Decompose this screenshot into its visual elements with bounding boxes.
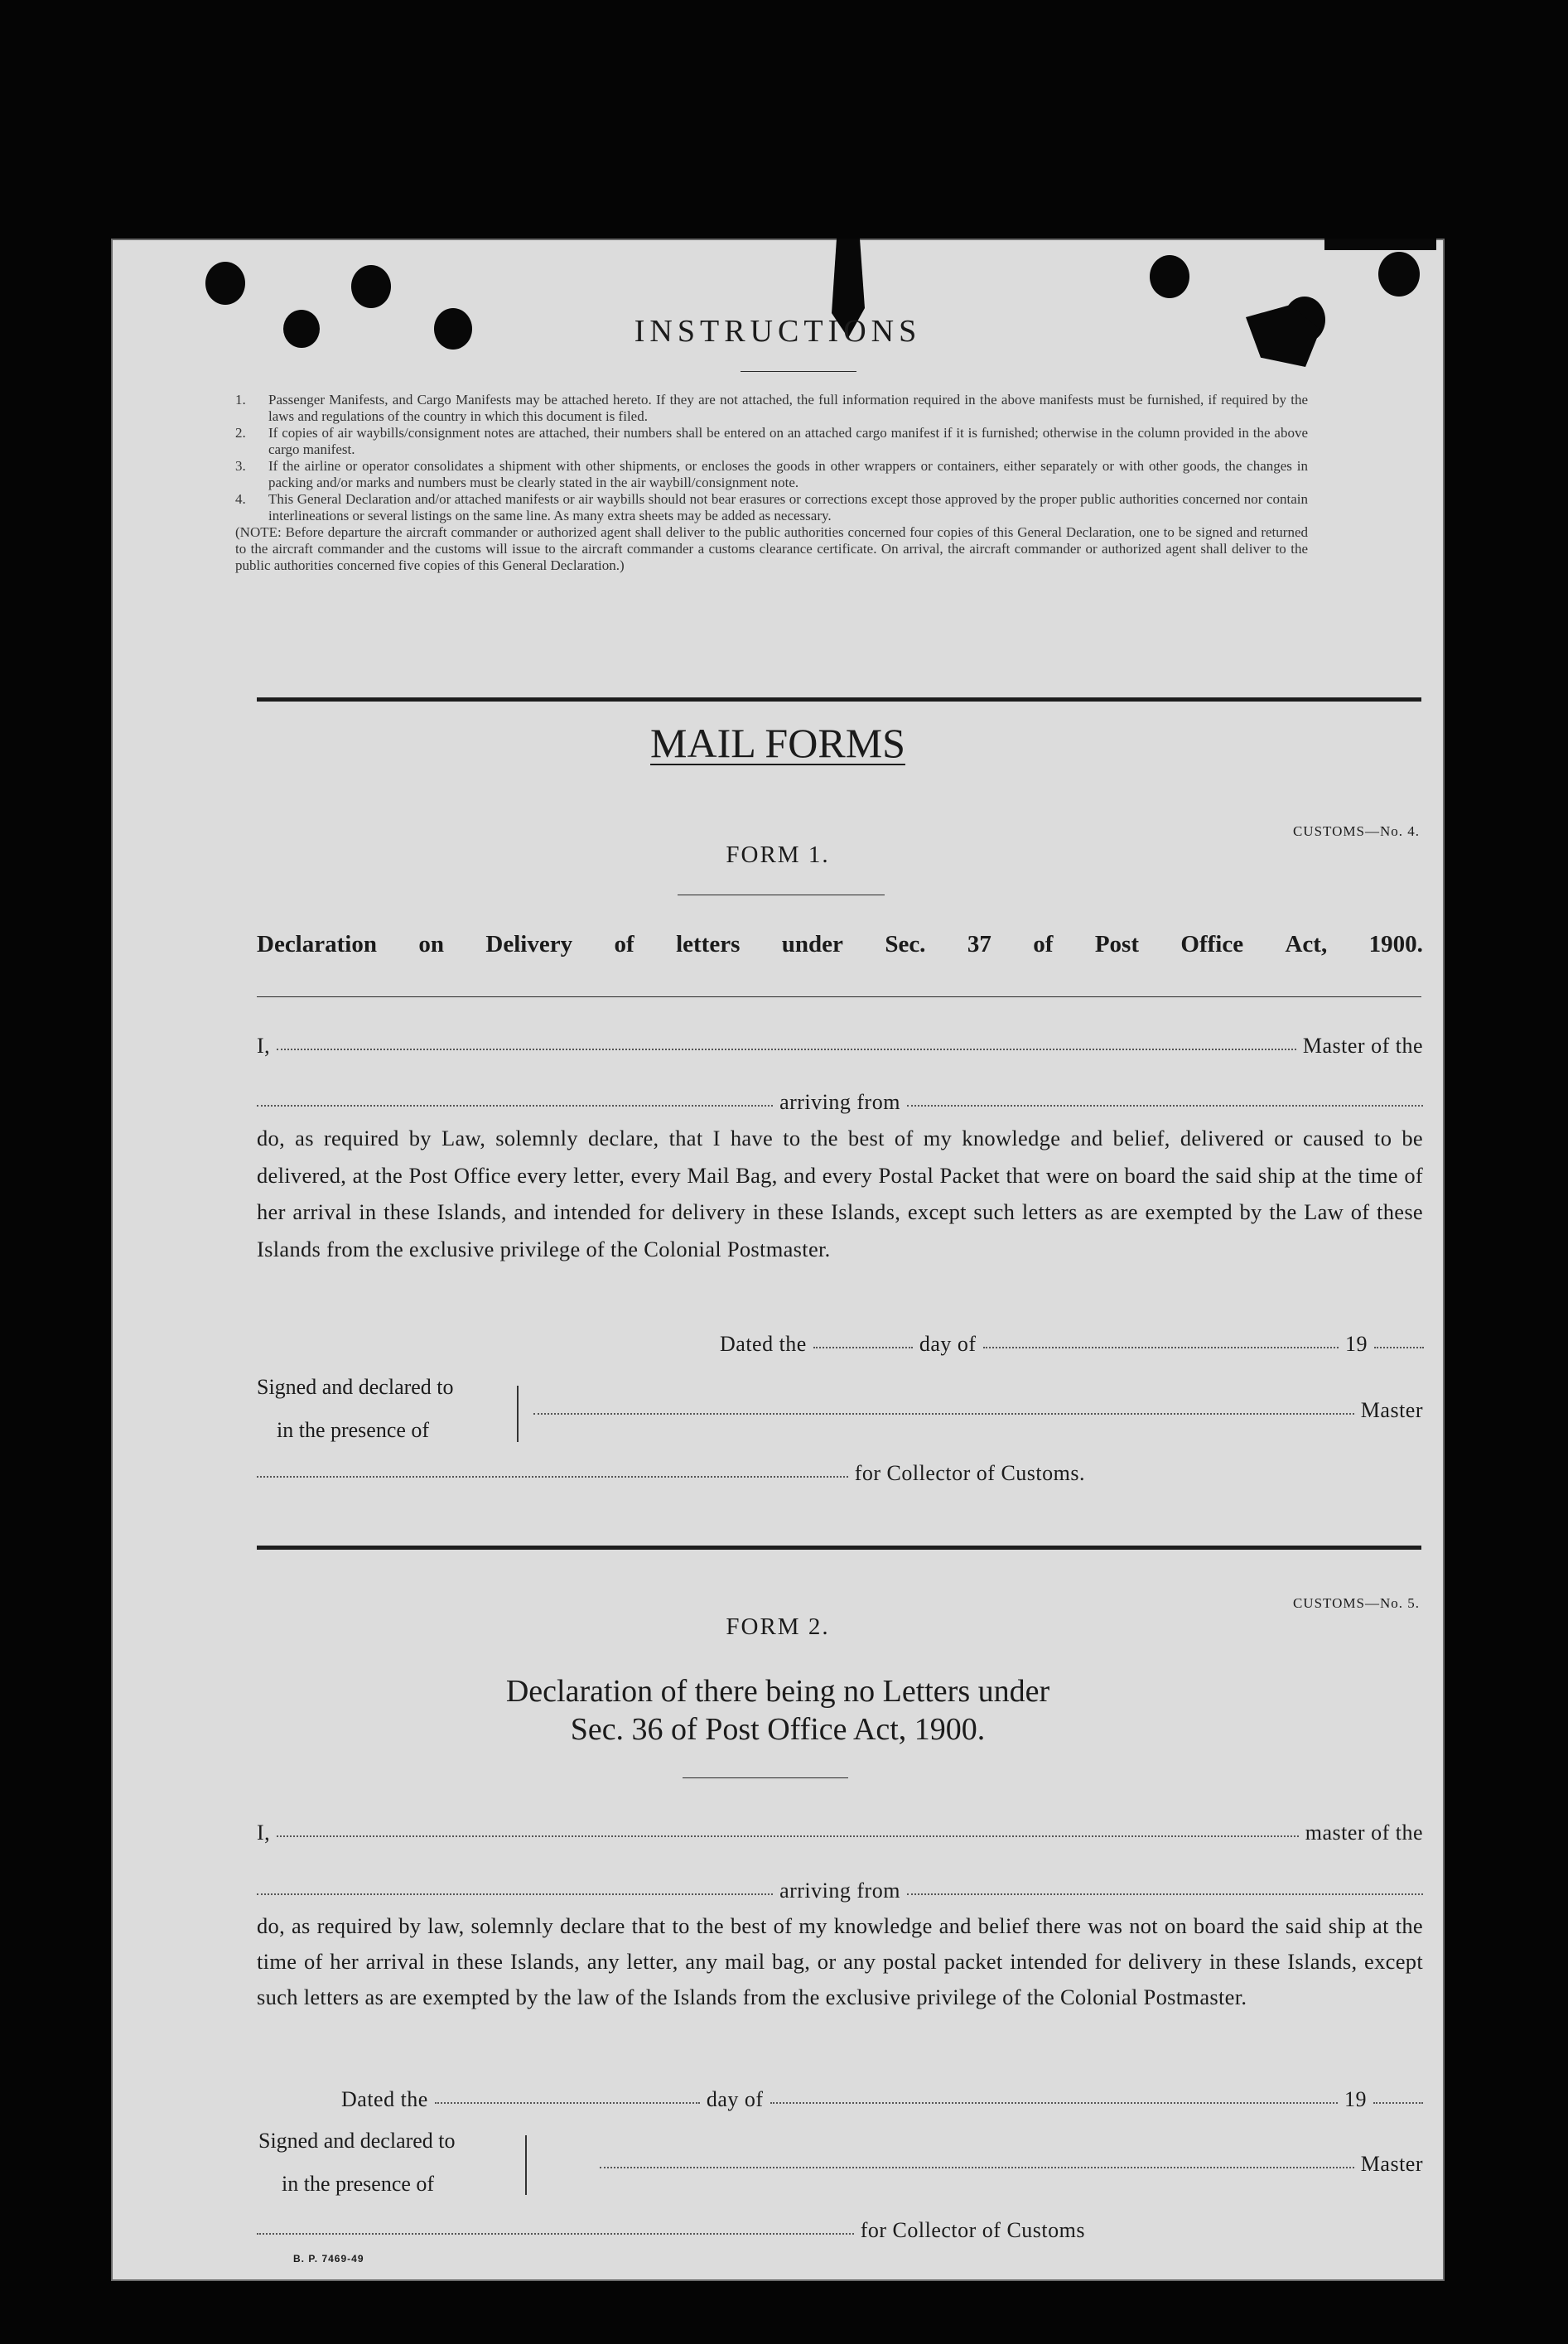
punch-hole xyxy=(351,265,391,308)
collector-signature-blank[interactable] xyxy=(257,2233,854,2235)
day-blank[interactable] xyxy=(813,1347,913,1348)
brace xyxy=(525,2135,535,2195)
item-text: If the airline or operator consolidates a shipment with other shipments, or encloses the goods in other wrappers or containers, either separately or with other goods, the changes in packing and/or marks and numbers must be clearly stated in the air waybill/consignment note. xyxy=(268,458,1308,490)
section-divider xyxy=(257,1546,1421,1550)
heading-rule xyxy=(257,996,1421,997)
heading-word: letters xyxy=(676,931,741,957)
heading-word: Sec. xyxy=(885,931,926,957)
form2-heading-line1: Declaration of there being no Letters under xyxy=(505,1674,1050,1709)
presence-label: in the presence of xyxy=(282,2172,435,2196)
instructions-list xyxy=(235,392,1308,574)
form2-collector-line xyxy=(257,2218,1085,2243)
form-label: FORM 2. xyxy=(726,1613,830,1640)
printer-code: B. P. 7469-49 xyxy=(293,2253,364,2264)
mail-forms-title: MAIL FORMS xyxy=(650,720,905,766)
day-of-label: day of xyxy=(706,2087,764,2111)
instruction-item xyxy=(235,392,1308,425)
origin-blank[interactable] xyxy=(907,1105,1423,1107)
month-blank[interactable] xyxy=(983,1347,1339,1348)
year-label: 19 xyxy=(1345,1332,1368,1356)
heading-word: Declaration xyxy=(257,931,377,957)
presence-label: in the presence of xyxy=(277,1418,430,1442)
ship-name-blank[interactable] xyxy=(257,1893,773,1895)
dated-label: Dated the xyxy=(341,2087,428,2111)
collector-signature-blank[interactable] xyxy=(257,1476,848,1478)
heading-word: on xyxy=(418,931,445,957)
line-suffix: Master of the xyxy=(1302,1034,1423,1058)
year-blank[interactable] xyxy=(1373,2102,1423,2104)
heading-word: of xyxy=(1033,931,1054,957)
form-label: FORM 1. xyxy=(726,842,830,868)
item-text: Passenger Manifests, and Cargo Manifests may be attached hereto. If they are not attached, the full information required in the above manifests must be furnished, if required by the laws and regulations of the country in which this document is filed. xyxy=(268,392,1308,424)
form1-heading xyxy=(257,931,1423,958)
form1-collector-line xyxy=(257,1461,1085,1486)
arriving-from-label: arriving from xyxy=(779,1879,900,1903)
line-prefix: I, xyxy=(257,1034,271,1058)
paper-tear xyxy=(1324,239,1436,250)
heading-word: of xyxy=(614,931,634,957)
item-number: 2. xyxy=(235,425,246,441)
name-blank[interactable] xyxy=(277,1835,1299,1837)
day-of-label: day of xyxy=(919,1332,977,1356)
form2-declaration-text: do, as required by law, solemnly declare that to the best of my knowledge and belief there was not on board the said ship at the time of her arrival in these Islands, any letter, any mail bag, or any postal packet intended for delivery in these Islands, except such letters as are exempted by the law of the Islands from the exclusive privilege of the Colonial Postmaster. xyxy=(257,1913,1423,2009)
month-blank[interactable] xyxy=(770,2102,1338,2104)
ship-name-blank[interactable] xyxy=(257,1105,773,1107)
heading-word: Post xyxy=(1094,931,1139,957)
punch-hole xyxy=(1378,252,1420,297)
form2-master-line xyxy=(257,1821,1423,1845)
item-number: 3. xyxy=(235,458,246,474)
document-page xyxy=(111,239,1445,2281)
heading-word: 1900. xyxy=(1368,931,1423,957)
year-label: 19 xyxy=(1344,2087,1367,2111)
form1-dated-line xyxy=(720,1332,1424,1357)
customs-reference: CUSTOMS—No. 4. xyxy=(1292,823,1420,839)
form2-master-signature-line xyxy=(600,2152,1423,2177)
item-text: This General Declaration and/or attached manifests or air waybills should not bear erasures or corrections except those approved by the proper public authorities concerned nor contain interlineations or several listings on the same line. As many extra sheets may be added as necessary. xyxy=(268,491,1308,523)
section-divider xyxy=(257,697,1421,702)
collector-label: for Collector of Customs xyxy=(860,2218,1085,2242)
heading-word: 37 xyxy=(967,931,991,957)
punch-hole xyxy=(205,262,245,305)
year-blank[interactable] xyxy=(1374,1347,1424,1348)
arriving-from-label: arriving from xyxy=(779,1090,900,1114)
signed-label: Signed and declared to xyxy=(258,2129,456,2153)
instruction-item xyxy=(235,425,1308,458)
title-underline xyxy=(741,371,856,372)
instruction-note xyxy=(235,524,1308,574)
signed-label: Signed and declared to xyxy=(257,1375,454,1399)
heading-word: Act, xyxy=(1285,931,1328,957)
heading-word: Office xyxy=(1180,931,1244,957)
master-label: Master xyxy=(1360,1398,1423,1422)
master-label: Master xyxy=(1360,2152,1423,2176)
form2-heading-underline xyxy=(683,1777,848,1778)
origin-blank[interactable] xyxy=(907,1893,1423,1895)
form1-declaration-text: do, as required by Law, solemnly declare, that I have to the best of my knowledge and belief, delivered or caused to be delivered, at the Post Office every letter, every Mail Bag, and every Postal Packet that were on board the said ship at the time of her arrival in these Islands, and intended for delivery in these Islands, except such letters as are exempted by the Law of these Islands from the exclusive privilege of the Colonial Postmaster. xyxy=(257,1126,1423,1261)
instruction-item xyxy=(235,458,1308,491)
instructions-title: INSTRUCTIONS xyxy=(634,314,922,349)
form2-arriving-line xyxy=(257,1879,1423,1903)
form1-master-signature-line xyxy=(533,1398,1423,1423)
form1-arriving-line xyxy=(257,1090,1423,1115)
form1-master-line xyxy=(257,1034,1423,1059)
brace xyxy=(517,1386,527,1442)
form2-dated-line xyxy=(341,2087,1423,2112)
note-text: (NOTE: Before departure the aircraft commander or authorized agent shall deliver to the public authorities concerned four copies of this General Declaration, one to be signed and returned to the aircraft commander and the customs will issue to the aircraft commander a customs clearance certificate. On arrival, the aircraft commander or authorized agent shall deliver to the public authorities concerned five copies of this General Declaration.) xyxy=(235,524,1308,573)
punch-hole xyxy=(1150,255,1189,298)
heading-word: under xyxy=(781,931,843,957)
item-text: If copies of air waybills/consignment notes are attached, their numbers shall be entered on an attached cargo manifest if it is furnished; otherwise in the column provided in the above cargo manifest. xyxy=(268,425,1308,457)
name-blank[interactable] xyxy=(277,1049,1296,1050)
instruction-item xyxy=(235,491,1308,524)
customs-reference: CUSTOMS—No. 5. xyxy=(1292,1595,1420,1611)
day-blank[interactable] xyxy=(435,2102,700,2104)
form2-heading-line2: Sec. 36 of Post Office Act, 1900. xyxy=(570,1712,986,1747)
dated-label: Dated the xyxy=(720,1332,807,1356)
item-number: 4. xyxy=(235,491,246,507)
collector-label: for Collector of Customs. xyxy=(854,1461,1085,1485)
master-signature-blank[interactable] xyxy=(600,2167,1354,2168)
line-prefix: I, xyxy=(257,1821,271,1845)
heading-word: Delivery xyxy=(485,931,573,957)
item-number: 1. xyxy=(235,392,246,408)
line-suffix: master of the xyxy=(1305,1821,1423,1845)
master-signature-blank[interactable] xyxy=(533,1413,1354,1415)
